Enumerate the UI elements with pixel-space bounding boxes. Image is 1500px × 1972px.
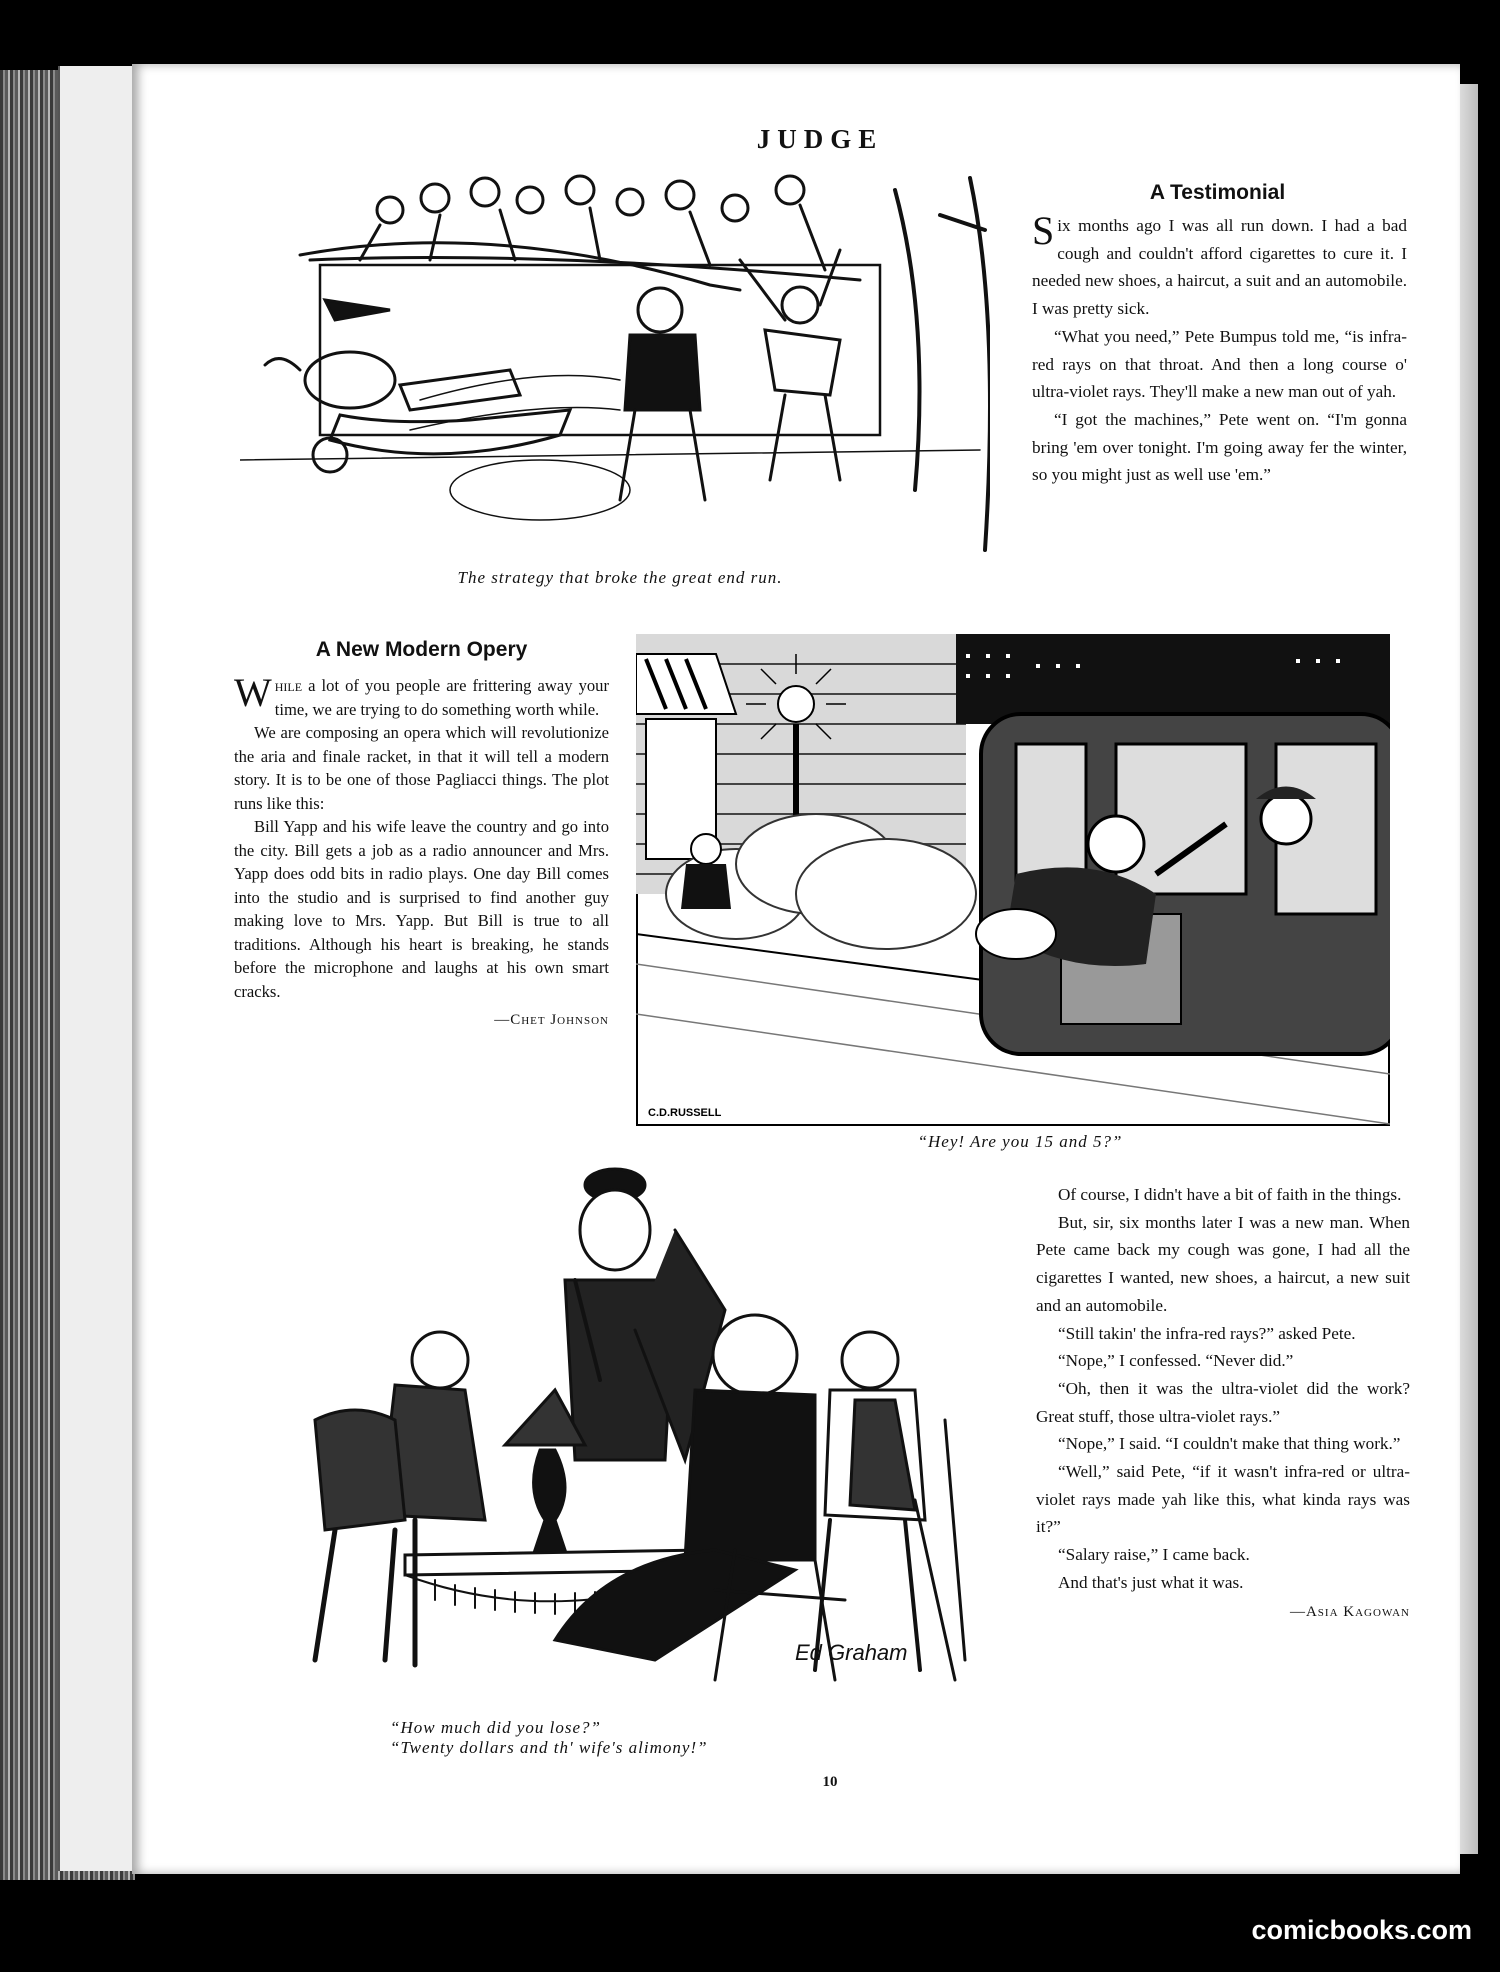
testimonial-title: A Testimonial xyxy=(1149,181,1286,204)
testimonial-paragraph: But, sir, six months later I was a new man. When Pete came back my cough was gone, I had all the cigarettes I wanted, new shoes, a haircut, a new suit and an automobile. xyxy=(1036,1212,1410,1315)
opery-paragraph: Bill Yapp and his wife leave the country and go into the city. Bill gets a job as a radio announcer and Mrs. Yapp does odd bits in radio plays. One day Bill comes into the studio and is surprised to find another guy making love to Mrs. Yapp. But Bill is true to all traditions. Although his heart is breaking, he stands before the microphone and laughs at his own smart cracks. xyxy=(234,817,609,1001)
opery-paragraph: While a lot of you people are frittering away your time, we are trying to do something worth while. xyxy=(234,670,609,719)
site-watermark: comicbooks.com xyxy=(1251,1915,1472,1945)
testimonial-paragraph: “What you need,” Pete Bumpus told me, “is infra-red rays on that throat. And then a long course o' ultra-violet rays. They'll make a new man out of yah. xyxy=(1032,326,1407,402)
poker-caption xyxy=(390,1718,860,1758)
testimonial-column-1 xyxy=(1032,208,1407,489)
football-cartoon xyxy=(240,170,990,560)
taxi-artist-signature: C.D.RUSSELL xyxy=(648,1107,722,1119)
opery-paragraph: We are composing an opera which will revolutionize the aria and finale racket, in that it will tell a modern story. It is to be one of those Pagliacci things. The plot runs like this: xyxy=(234,723,609,813)
testimonial-paragraph: “Oh, then it was the ultra-violet did the work? Great stuff, those ultra-violet rays.” xyxy=(1036,1378,1410,1426)
testimonial-paragraph: “Nope,” I confessed. “Never did.” xyxy=(1058,1351,1294,1371)
opery-column xyxy=(234,670,609,1033)
testimonial-paragraph: “Nope,” I said. “I couldn't make that thing work.” xyxy=(1058,1434,1401,1454)
testimonial-column-2 xyxy=(1036,1181,1410,1626)
opery-byline: —Chet Johnson xyxy=(494,1012,609,1028)
opery-title: A New Modern Opery xyxy=(315,638,528,661)
poker-signature: Ed Graham xyxy=(795,1640,908,1665)
poker-caption-line-2: “Twenty dollars and th' wife's alimony!” xyxy=(390,1738,708,1757)
magazine-title: JUDGE xyxy=(756,124,884,154)
poker-cartoon xyxy=(255,1160,985,1700)
testimonial-paragraph: Six months ago I was all run down. I had a bad cough and couldn't afford cigarettes to cure it. I needed new shoes, a haircut, a suit and an automobile. I was pretty sick. xyxy=(1032,208,1407,319)
testimonial-paragraph: “Still takin' the infra-red rays?” asked Pete. xyxy=(1058,1323,1356,1343)
testimonial-paragraph: “Well,” said Pete, “if it wasn't infra-red or ultra-violet rays made yah like this, what kinda rays was it?” xyxy=(1036,1462,1410,1537)
taxi-caption: “Hey! Are you 15 and 5?” xyxy=(917,1132,1123,1151)
page-number: 10 xyxy=(822,1774,838,1790)
testimonial-byline: —Asia Kagowan xyxy=(1289,1603,1410,1620)
opery-dropcap: W xyxy=(234,670,272,715)
testimonial-paragraph: And that's just what it was. xyxy=(1058,1572,1244,1592)
taxi-cartoon xyxy=(636,634,1390,1126)
testimonial-paragraph: Of course, I didn't have a bit of faith in the things. xyxy=(1058,1185,1402,1204)
poker-caption-line-1: “How much did you lose?” xyxy=(390,1718,601,1737)
testimonial-paragraph: “Salary raise,” I came back. xyxy=(1058,1545,1250,1565)
football-caption: The strategy that broke the great end run. xyxy=(457,568,783,587)
testimonial-paragraph: “I got the machines,” Pete went on. “I'm gonna bring 'em over tonight. I'm going away fer the winter, so you might just as well use 'em.” xyxy=(1032,409,1407,485)
testimonial-dropcap: S xyxy=(1032,208,1055,253)
